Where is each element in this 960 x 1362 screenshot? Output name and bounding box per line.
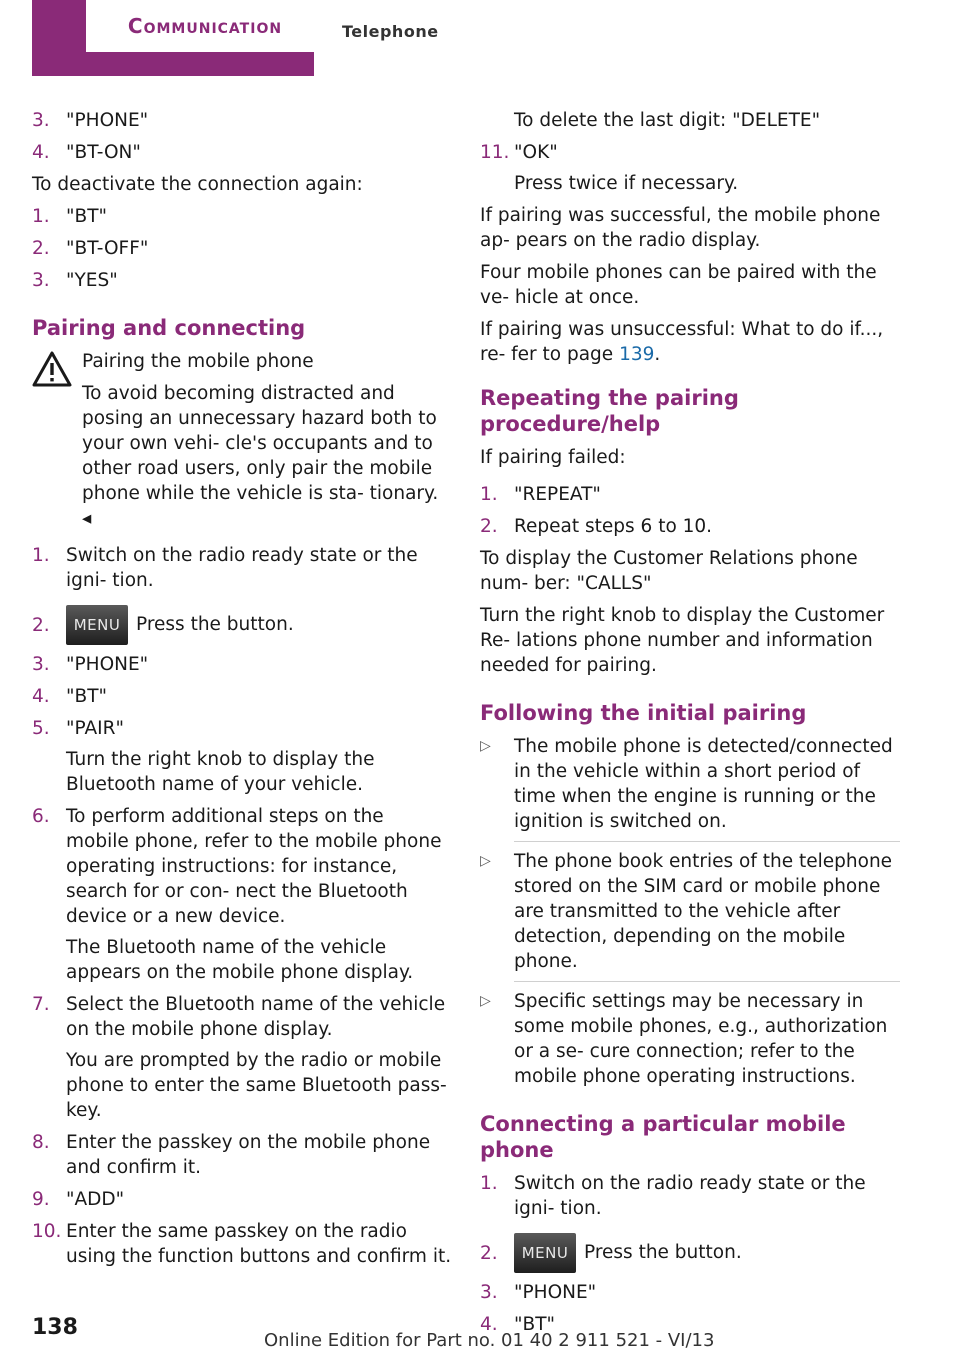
list-subtext: Turn the right knob to display the Bluetooth name of your vehicle. <box>66 749 375 795</box>
knob-text: Turn the right knob to display the Customer Re‐ lations phone number and information needed for pairing. <box>480 605 885 676</box>
bullet-item <box>480 849 900 974</box>
page-link[interactable]: 139 <box>619 344 655 365</box>
list-number: 8. <box>32 1132 50 1153</box>
list-text: Switch on the radio ready state or the igni‐ tion. <box>514 1173 866 1219</box>
paragraph: Four mobile phones can be paired with the ve‐ hicle at once. <box>480 262 877 308</box>
list-subtext: Press twice if necessary. <box>514 173 739 194</box>
list-text: To perform additional steps on the mobile phone, refer to the mobile phone operating instructions: for instance, search for or con‐ nect the Bluetooth device or a new device. <box>66 806 442 927</box>
paragraph-text: If pairing was unsuccessful: What to do if..., re‐ fer to page <box>480 319 884 365</box>
list-item <box>32 543 452 593</box>
list-item <box>32 108 452 133</box>
menu-button-icon: MENU <box>66 605 128 645</box>
list-item <box>32 804 452 985</box>
list-item <box>480 514 900 539</box>
list-item <box>32 140 452 165</box>
edition-footer: Online Edition for Part no. 01 40 2 911 521 - VI/13 <box>264 1330 715 1351</box>
list-text: "PHONE" <box>66 110 149 131</box>
delete-text: To delete the last digit: "DELETE" <box>514 110 821 131</box>
list-text: "REPEAT" <box>514 484 601 505</box>
list-text: Press the button. <box>584 1242 742 1263</box>
list-text: "PAIR" <box>66 718 124 739</box>
heading-connecting: Connecting a particular mobile phone <box>480 1112 846 1162</box>
list-text: "OK" <box>514 142 558 163</box>
list-subtext: The Bluetooth name of the vehicle appears on the mobile phone display. <box>66 937 414 983</box>
list-text: "YES" <box>66 270 118 291</box>
paragraph: If pairing was successful, the mobile phone ap‐ pears on the radio display. <box>480 205 881 251</box>
bullet-text: Specific settings may be necessary in some mobile phones, e.g., authorization or a se‐ cure connection; refer to the mobile phone operating instructions. <box>514 991 888 1087</box>
list-number: 2. <box>32 615 50 636</box>
list-number: 3. <box>32 270 50 291</box>
bullet-item <box>480 989 900 1089</box>
subsection-tab-label: Telephone <box>342 22 439 41</box>
warning-block <box>32 349 452 531</box>
list-item <box>32 268 452 293</box>
list-number: 3. <box>480 1282 498 1303</box>
list-text: "PHONE" <box>514 1282 597 1303</box>
list-item <box>32 652 452 677</box>
triangle-bullet-icon: ▷ <box>480 993 491 1009</box>
list-text: Select the Bluetooth name of the vehicle on the mobile phone display. <box>66 994 446 1040</box>
list-text: "BT" <box>66 686 108 707</box>
list-text: "BT-OFF" <box>66 238 149 259</box>
divider <box>514 841 900 842</box>
triangle-bullet-icon: ▷ <box>480 738 491 754</box>
list-number: 4. <box>32 686 50 707</box>
list-item <box>32 1130 452 1180</box>
list-text: "BT" <box>514 1314 556 1335</box>
list-subtext: You are prompted by the radio or mobile phone to enter the same Bluetooth pass‐ key. <box>66 1050 447 1121</box>
divider <box>514 981 900 982</box>
menu-button-icon: MENU <box>514 1233 576 1273</box>
list-text: Switch on the radio ready state or the igni‐ tion. <box>66 545 418 591</box>
list-item <box>32 1219 452 1269</box>
list-number: 6. <box>32 806 50 827</box>
bullet-text: The mobile phone is detected/connected in the vehicle within a short period of time when the engine is running or the ignition is switched on. <box>514 736 893 832</box>
warning-icon <box>32 351 72 387</box>
list-number: 2. <box>480 1243 498 1264</box>
triangle-bullet-icon: ▷ <box>480 853 491 869</box>
heading-following: Following the initial pairing <box>480 701 807 725</box>
list-number: 1. <box>480 1173 498 1194</box>
left-column <box>32 108 452 1276</box>
list-item <box>480 1171 900 1221</box>
calls-text: To display the Customer Relations phone num‐ ber: "CALLS" <box>480 548 858 594</box>
list-number: 2. <box>32 238 50 259</box>
list-text: "PHONE" <box>66 654 149 675</box>
heading-repeat: Repeating the pairing procedure/help <box>480 386 739 436</box>
heading-pairing: Pairing and connecting <box>32 316 306 340</box>
list-text: "BT-ON" <box>66 142 141 163</box>
right-column <box>480 108 900 1344</box>
list-item <box>32 204 452 229</box>
list-text: Press the button. <box>136 614 294 635</box>
repeat-intro: If pairing failed: <box>480 447 626 468</box>
list-item <box>32 605 452 645</box>
list-item <box>480 140 900 196</box>
list-number: 3. <box>32 110 50 131</box>
list-number: 1. <box>32 206 50 227</box>
list-text: Repeat steps 6 to 10. <box>514 516 713 537</box>
list-number: 10. <box>32 1221 62 1242</box>
list-item <box>480 1280 900 1305</box>
list-number: 11. <box>480 142 510 163</box>
list-number: 4. <box>32 142 50 163</box>
list-item <box>32 236 452 261</box>
list-item <box>480 482 900 507</box>
list-number: 1. <box>32 545 50 566</box>
list-number: 5. <box>32 718 50 739</box>
list-item <box>480 1233 900 1273</box>
paragraph <box>480 317 900 367</box>
list-text: Enter the passkey on the mobile phone and confirm it. <box>66 1132 431 1178</box>
list-text: "BT" <box>66 206 108 227</box>
list-item <box>32 992 452 1123</box>
section-tab <box>32 0 314 76</box>
paragraph-text: . <box>654 344 661 365</box>
warning-title: Pairing the mobile phone <box>82 351 314 372</box>
list-number: 1. <box>480 484 498 505</box>
list-text: "ADD" <box>66 1189 125 1210</box>
list-item <box>32 1187 452 1212</box>
list-number: 3. <box>32 654 50 675</box>
warning-body: To avoid becoming distracted and posing an unnecessary hazard both to your own vehi‐ cle's occupants and to other road users, only pair the mobile phone while the vehicle is sta‐ tionary. ◂ <box>82 383 439 529</box>
list-item <box>32 716 452 797</box>
list-number: 9. <box>32 1189 50 1210</box>
deactivate-text: To deactivate the connection again: <box>32 174 363 195</box>
bullet-text: The phone book entries of the telephone stored on the SIM card or mobile phone are transmitted to the vehicle after detection, depending on the mobile phone. <box>514 851 893 972</box>
page-number: 138 <box>32 1315 78 1340</box>
list-item <box>32 684 452 709</box>
list-number: 2. <box>480 516 498 537</box>
list-number: 4. <box>480 1314 498 1335</box>
section-tab-label: Communication <box>86 0 324 52</box>
bullet-item <box>480 734 900 834</box>
list-text: Enter the same passkey on the radio using the function buttons and confirm it. <box>66 1221 452 1267</box>
list-number: 7. <box>32 994 50 1015</box>
